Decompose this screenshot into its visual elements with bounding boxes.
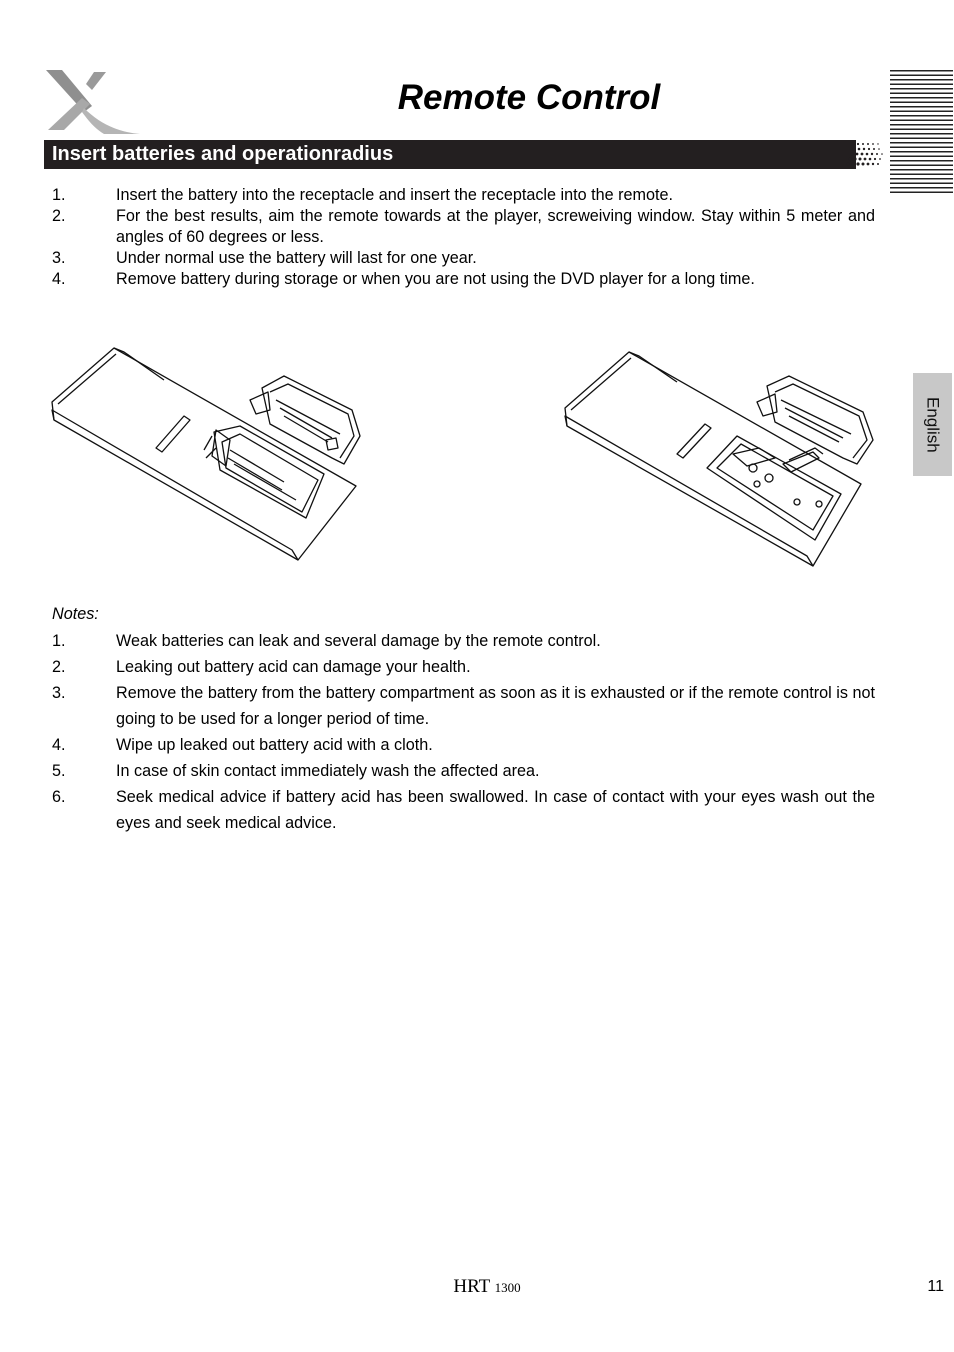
list-text: For the best results, aim the remote towards at the player, screweiving window. Stay within 5 meter and angles of 60 degrees or less. [116,207,875,246]
list-text: Insert the battery into the receptacle and insert the receptacle into the remote. [116,186,673,204]
list-text: Seek medical advice if battery acid has been swallowed. In case of contact with your eyes wash out the eyes and seek medical advice. [116,788,875,832]
list-item [52,758,875,784]
list-text: Wipe up leaked out battery acid with a cloth. [116,736,433,754]
list-number: 4. [52,736,66,754]
notes-list [52,628,875,836]
remote-battery-open-illustration [44,340,364,568]
list-item [52,732,875,758]
language-tab [913,373,952,476]
decorative-stripes [890,70,953,196]
list-item [52,654,875,680]
language-tab-label: English [923,396,943,453]
section-heading: Insert batteries and operationradius [44,140,856,169]
list-item [52,269,875,290]
list-item [52,248,875,269]
page-title: Remote Control [397,78,661,117]
list-number: 6. [52,788,66,806]
list-number: 4. [52,270,66,288]
list-item [52,680,875,732]
list-text: Under normal use the battery will last for one year. [116,249,477,267]
instruction-list [52,185,875,290]
list-item [52,185,875,206]
list-text: Remove the battery from the battery compartment as soon as it is exhausted or if the remote control is not going to be used for a longer period of time. [116,684,875,728]
list-number: 3. [52,249,66,267]
list-text: Remove battery during storage or when you are not using the DVD player for a long time. [116,270,755,288]
footer-model-number: 1300 [494,1280,521,1295]
list-number: 2. [52,207,66,225]
list-number: 5. [52,762,66,780]
list-item [52,628,875,654]
list-number: 2. [52,658,66,676]
list-number: 1. [52,186,66,204]
list-item [52,784,875,836]
remote-battery-inserting-illustration [557,344,880,570]
list-text: Leaking out battery acid can damage your health. [116,658,471,676]
list-text: Weak batteries can leak and several damage by the remote control. [116,632,601,650]
list-item [52,206,875,248]
footer-model [0,1276,954,1298]
list-number: 1. [52,632,66,650]
list-number: 3. [52,684,66,702]
list-text: In case of skin contact immediately wash the affected area. [116,762,540,780]
halftone-dots-decoration [840,140,884,169]
notes-heading: Notes: [52,605,99,623]
footer-model-brand: HRT [453,1276,490,1297]
page-number: 11 [927,1278,944,1295]
